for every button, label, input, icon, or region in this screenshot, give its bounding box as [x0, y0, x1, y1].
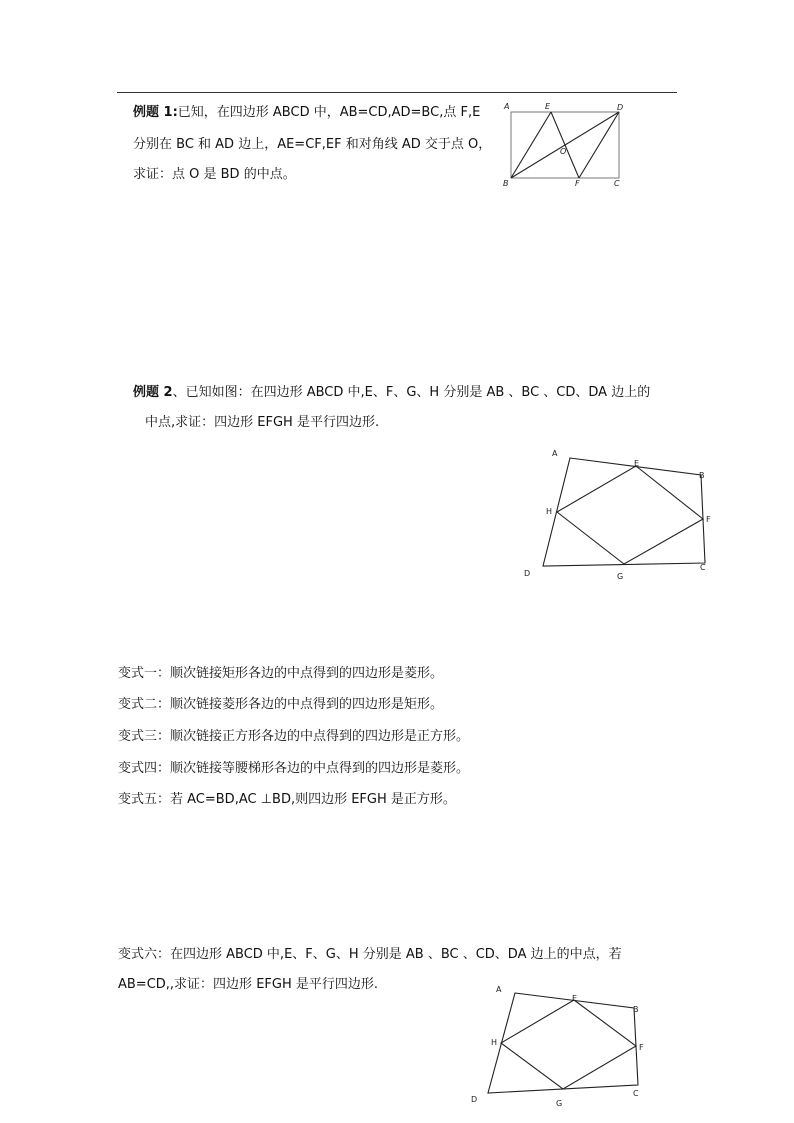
- variant-1: 变式一：顺次链接矩形各边的中点得到的四边形是菱形。: [118, 666, 444, 681]
- label-A: A: [496, 985, 502, 994]
- label-B: B: [633, 1005, 639, 1014]
- example1-line1: [133, 104, 480, 122]
- example1-text1: 已知，在四边形 ABCD 中，AB=CD,AD=BC,点 F,E: [177, 105, 481, 120]
- label-E: E: [545, 102, 551, 111]
- label-H: H: [491, 1038, 498, 1047]
- variant6-line1: 变式六：在四边形 ABCD 中,E、F、G、H 分别是 AB 、BC 、CD、DA 边上的中点，若: [118, 947, 622, 962]
- diagonal-BD: [511, 112, 619, 178]
- variant-4: 变式四：顺次链接等腰梯形各边的中点得到的四边形是菱形。: [118, 761, 470, 776]
- quadrilateral-ABCD: [488, 993, 638, 1093]
- example2-line2: 中点,求证：四边形 EFGH 是平行四边形.: [145, 415, 380, 430]
- label-B: B: [503, 179, 509, 188]
- label-C: C: [633, 1089, 639, 1098]
- variant6-line2: AB=CD,,求证：四边形 EFGH 是平行四边形.: [118, 977, 378, 992]
- label-A: A: [504, 102, 510, 111]
- variant-5: 变式五：若 AC=BD,AC ⊥BD,则四边形 EFGH 是正方形。: [118, 792, 456, 807]
- variant-2: 变式二：顺次链接菱形各边的中点得到的四边形是矩形。: [118, 697, 444, 712]
- example2-figure: [520, 448, 720, 588]
- label-A: A: [552, 449, 558, 458]
- quadrilateral-EFGH: [501, 1000, 636, 1089]
- example1-line3: 求证：点 O 是 BD 的中点。: [133, 167, 296, 182]
- label-E: E: [634, 459, 640, 468]
- label-G: G: [617, 572, 624, 581]
- label-F: F: [575, 179, 580, 188]
- variant-3: 变式三：顺次链接正方形各边的中点得到的四边形是正方形。: [118, 729, 470, 744]
- variant6-figure: [466, 982, 666, 1112]
- label-H: H: [546, 507, 553, 516]
- example1-label: 例题 1:: [133, 105, 178, 120]
- label-E: E: [572, 994, 578, 1003]
- quadrilateral-ABCD: [543, 458, 705, 566]
- label-F: F: [639, 1043, 644, 1052]
- segment-FD: [579, 112, 619, 178]
- label-D: D: [471, 1095, 478, 1104]
- label-O: O: [560, 147, 567, 156]
- example1-line2: 分别在 BC 和 AD 边上，AE=CF,EF 和对角线 AD 交于点 O，: [133, 137, 492, 152]
- quadrilateral-EFGH: [557, 466, 703, 564]
- example1-figure: [500, 100, 640, 190]
- label-C: C: [614, 179, 620, 188]
- example2-label: 例题 2: [133, 385, 173, 400]
- segment-BE: [511, 112, 551, 178]
- label-C: C: [700, 563, 706, 572]
- label-D: D: [617, 103, 624, 112]
- example2-text1: 、已知如图：在四边形 ABCD 中,E、F、G、H 分别是 AB 、BC 、CD、DA 边上的: [172, 385, 651, 400]
- example2-line1: [133, 384, 650, 402]
- label-G: G: [556, 1099, 563, 1108]
- label-D: D: [524, 569, 531, 578]
- label-B: B: [699, 471, 705, 480]
- label-F: F: [706, 515, 711, 524]
- header-rule: [117, 92, 677, 93]
